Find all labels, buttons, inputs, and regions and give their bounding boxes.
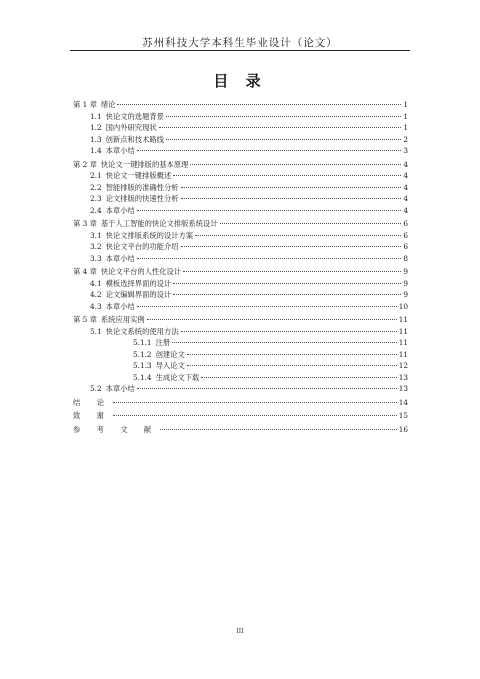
toc-entry-page: 10 [398, 301, 408, 311]
toc-entry-number: 2.3 [90, 194, 102, 203]
toc-entry-label: 快论文排版系统的设计方案 [105, 230, 194, 240]
dot-leader [190, 164, 401, 165]
dot-leader [173, 175, 401, 176]
toc-entry-number: 5.1 [90, 326, 102, 336]
toc-entry-label: 模板选择界面的设计 [105, 278, 172, 288]
dot-leader [166, 139, 401, 140]
toc-entry-number: 第 3 章 [73, 219, 97, 228]
toc-entry-page: 11 [398, 326, 408, 336]
dot-leader [187, 365, 397, 366]
toc-entry-number: 2.4 [90, 205, 102, 215]
toc-entry-number: 1.1 [90, 111, 102, 121]
toc-entry-page: 1 [403, 100, 408, 109]
toc-entry-number: 3.3 [90, 253, 102, 263]
toc-entry-label: 快论文一键排版概述 [105, 171, 172, 180]
toc-entry[interactable] [73, 410, 408, 422]
dot-leader [137, 150, 402, 151]
toc-entry[interactable] [73, 424, 408, 436]
toc-entry-page: 16 [398, 424, 408, 434]
toc-entry[interactable] [73, 360, 408, 372]
toc-entry-page: 4 [403, 182, 408, 192]
toc-entry-label: 注册 [155, 338, 171, 347]
toc-entry[interactable] [73, 337, 408, 349]
toc-entry-label: 快论文一键排版的基本原理 [100, 159, 189, 169]
toc-entry-number: 5.1.4 [133, 372, 152, 382]
dot-leader [137, 306, 397, 307]
toc-entry[interactable] [73, 383, 408, 395]
dot-leader [117, 104, 401, 105]
toc-entry[interactable] [73, 182, 408, 194]
toc-entry-number: 5.1.3 [133, 361, 152, 370]
toc-entry-page: 1 [403, 123, 408, 132]
toc-entry-page: 4 [403, 171, 408, 180]
toc-entry-page: 4 [403, 159, 408, 169]
toc-entry-number: 2.2 [90, 182, 102, 192]
toc-entry-number: 2.1 [90, 171, 102, 180]
toc-entry[interactable] [73, 134, 408, 146]
toc-entry-number: 3.1 [90, 230, 102, 240]
toc-entry-page: 15 [398, 411, 408, 420]
dot-leader [172, 342, 397, 343]
toc-entry[interactable] [73, 349, 408, 361]
toc-entry-label: 快论文的选题背景 [105, 111, 164, 121]
toc-entry-number: 第 5 章 [73, 315, 97, 324]
toc-entry-label: 创新点和技术路线 [105, 134, 164, 144]
toc-entry-page: 3 [403, 146, 408, 155]
toc-entry[interactable] [73, 111, 408, 123]
toc-entry[interactable] [73, 278, 408, 290]
toc-entry[interactable] [73, 314, 408, 326]
toc-entry[interactable] [73, 205, 408, 217]
dot-leader [195, 235, 401, 236]
toc-entry-number: 第 2 章 [73, 159, 97, 169]
toc-entry-number: 4.2 [90, 290, 102, 299]
table-of-contents [73, 99, 408, 435]
toc-entry-page: 11 [398, 349, 408, 359]
dot-leader [113, 415, 397, 416]
dot-leader [187, 354, 397, 355]
toc-entry-page: 12 [398, 361, 408, 370]
toc-entry[interactable] [73, 99, 408, 111]
toc-entry-label: 致 谢 [73, 411, 111, 420]
toc-entry-page: 9 [403, 290, 408, 299]
toc-entry[interactable] [73, 170, 408, 182]
toc-entry-label: 快论文系统的使用方法 [105, 326, 179, 336]
toc-entry-page: 8 [403, 253, 408, 263]
toc-entry-label: 基于人工智能的快论文排版系统设计 [100, 219, 218, 228]
page-number: III [236, 628, 244, 635]
toc-entry[interactable] [73, 301, 408, 313]
toc-entry-page: 6 [403, 230, 408, 240]
dot-leader [166, 116, 401, 117]
toc-entry[interactable] [73, 289, 408, 301]
dot-leader [183, 271, 401, 272]
toc-entry-label: 本章小结 [105, 253, 135, 263]
toc-entry-page: 13 [398, 372, 408, 382]
toc-entry-label: 国内外研究现状 [105, 123, 157, 132]
dot-leader [173, 283, 401, 284]
toc-entry-page: 6 [403, 242, 408, 251]
toc-entry-label: 论文编辑界面的设计 [105, 290, 172, 299]
dot-leader [181, 331, 397, 332]
toc-title: 目 录 [213, 72, 267, 90]
toc-entry-page: 11 [398, 338, 408, 347]
toc-entry-page: 9 [403, 267, 408, 276]
toc-entry[interactable] [73, 326, 408, 338]
toc-entry-label: 导入论文 [155, 361, 185, 370]
dot-leader [181, 187, 402, 188]
dot-leader [113, 402, 397, 403]
toc-entry-label: 绪论 [100, 100, 116, 109]
toc-entry-label: 快论文平台的功能介绍 [105, 242, 179, 251]
dot-leader [181, 198, 402, 199]
toc-entry-label: 本章小结 [105, 146, 135, 155]
toc-entry-label: 结 论 [73, 397, 111, 407]
dot-leader [201, 377, 396, 378]
page-header: 苏州科技大学本科生毕业设计（论文） [142, 37, 338, 49]
toc-entry-label: 快论文平台的人性化设计 [100, 267, 182, 276]
toc-entry-number: 3.2 [90, 242, 102, 251]
toc-entry-number: 4.3 [90, 301, 102, 311]
toc-entry-number: 5.1.2 [133, 349, 152, 359]
toc-entry[interactable] [73, 372, 408, 384]
header-rule [70, 50, 410, 51]
toc-entry-page: 13 [398, 384, 408, 393]
dot-leader [137, 258, 402, 259]
toc-entry-number: 1.2 [90, 123, 102, 132]
dot-leader [160, 429, 397, 430]
toc-entry[interactable] [73, 397, 408, 409]
toc-entry[interactable] [73, 193, 408, 205]
dot-leader [137, 210, 402, 211]
toc-entry-page: 11 [398, 315, 408, 324]
toc-entry-label: 创建论文 [155, 349, 185, 359]
toc-entry-page: 9 [403, 278, 408, 288]
toc-entry-label: 参 考 文 献 [73, 424, 159, 434]
toc-entry-number: 1.3 [90, 134, 102, 144]
toc-entry-number: 第 4 章 [73, 267, 97, 276]
toc-entry[interactable] [73, 122, 408, 134]
toc-entry-label: 智能排版的准确性分析 [105, 182, 179, 192]
dot-leader [147, 319, 397, 320]
dot-leader [220, 223, 402, 224]
toc-entry-page: 4 [403, 194, 408, 203]
toc-entry-number: 4.1 [90, 278, 102, 288]
toc-entry-label: 本章小结 [105, 205, 135, 215]
toc-entry[interactable] [73, 230, 408, 242]
toc-entry-page: 4 [403, 205, 408, 215]
toc-entry-label: 论文排版的快速性分析 [105, 194, 179, 203]
toc-entry-label: 生成论文下载 [155, 372, 200, 382]
toc-entry[interactable] [73, 253, 408, 265]
dot-leader [159, 127, 402, 128]
toc-entry-page: 14 [398, 397, 408, 407]
toc-entry-label: 本章小结 [105, 301, 135, 311]
dot-leader [173, 294, 401, 295]
dot-leader [137, 388, 397, 389]
toc-entry-label: 系统应用实例 [100, 315, 145, 324]
toc-entry-number: 5.2 [90, 384, 102, 393]
toc-entry-page: 1 [403, 111, 408, 121]
toc-entry[interactable] [73, 266, 408, 278]
toc-entry[interactable] [73, 159, 408, 171]
toc-entry-page: 2 [403, 134, 408, 144]
toc-entry-page: 6 [403, 219, 408, 228]
dot-leader [181, 246, 402, 247]
toc-entry[interactable] [73, 218, 408, 230]
toc-entry-number: 1.4 [90, 146, 102, 155]
toc-entry-number: 5.1.1 [133, 338, 152, 347]
toc-entry-number: 第 1 章 [73, 100, 97, 109]
toc-entry[interactable] [73, 241, 408, 253]
toc-entry[interactable] [73, 145, 408, 157]
toc-entry-label: 本章小结 [105, 384, 135, 393]
